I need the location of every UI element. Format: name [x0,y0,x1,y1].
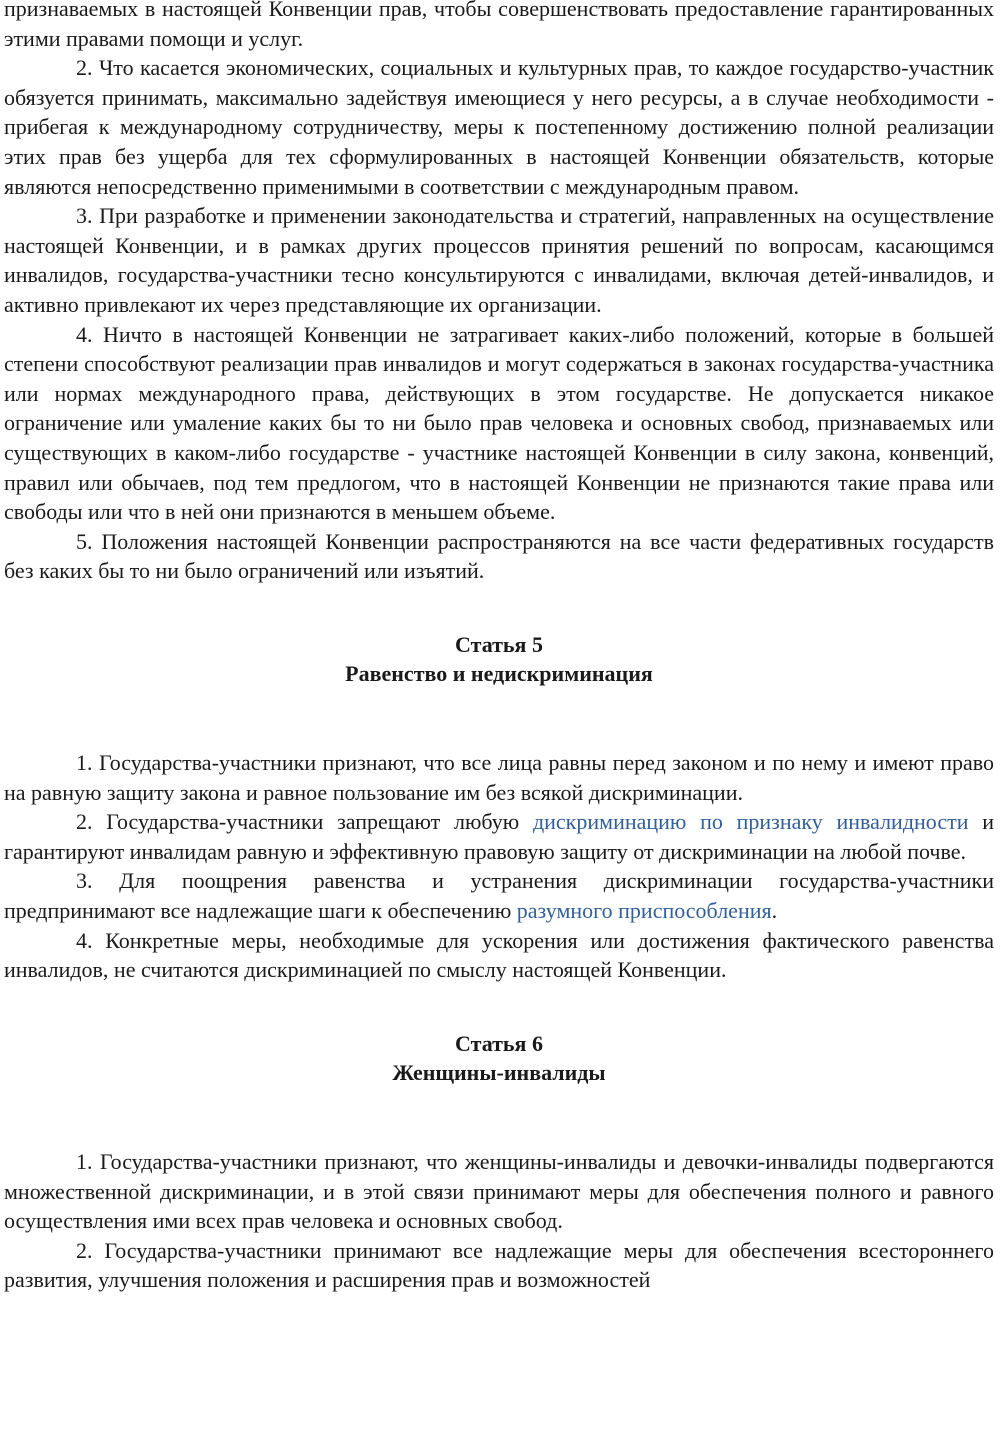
spacer [4,985,994,1029]
article5-paragraph-2 [4,807,994,866]
article5-p3-text-after: . [771,898,778,924]
spacer [4,586,994,630]
article6-number: Статья 6 [455,1030,543,1056]
article4-paragraph-4: 4. Ничто в настоящей Конвенции не затрагивает каких-либо положений, которые в большей степени способствуют реализации прав инвалидов и могут содержаться в законах государства-участника или нормах международного права, действующих в этом государстве. Не допускается никакое ограничение или умаление каких бы то ни было прав человека и основных свобод, признаваемых или существующих в каком-либо государстве - участнике настоящей Конвенции в силу закона, конвенций, правил или обычаев, под тем предлогом, что в настоящей Конвенции не признаются такие права или свободы или что в ней они признаются в меньшем объеме. [4,321,994,525]
reasonable-accommodation-link[interactable]: разумного приспособления [516,898,772,924]
article5-title: Равенство и недискриминация [345,661,653,687]
article6-paragraph-1: 1. Государства-участники признают, что женщины-инвалиды и девочки-инвалиды подвергаются множественной дискриминации, и в этой связи принимают меры для обеспечения полного и равного осуществления ими всех прав человека и основных свобод. [4,1149,994,1234]
article5-p3-text-before: 3. Для поощрения равенства и устранения дискриминации государства-участники предпринимают все надлежащие шаги к обеспечению [4,868,994,924]
article4-paragraph-1-continued: признаваемых в настоящей Конвенции прав, чтобы совершенствовать предоставление гарантированных этими правами помощи и услуг. [4,0,994,51]
article6-title: Женщины-инвалиды [392,1060,606,1086]
article6-paragraph-2: 2. Государства-участники принимают все надлежащие меры для обеспечения всестороннего развития, улучшения положения и расширения прав и возможностей [4,1237,994,1293]
article4-paragraph-3: 3. При разработке и применении законодательства и стратегий, направленных на осуществление настоящей Конвенции, и в рамках других процессов принятия решений по вопросам, касающимся инвалидов, государства-участники тесно консультируются с инвалидами, включая детей-инвалидов, и активно привлекают их через представляющие их организации. [4,203,994,317]
spacer [4,1088,994,1147]
article5-heading [4,630,994,689]
article5-paragraph-3 [4,866,994,925]
discrimination-disability-link[interactable]: дискриминацию по признаку инвалидности [532,809,969,835]
article4-paragraph-5: 5. Положения настоящей Конвенции распространяются на все части федеративных государств без каких бы то ни было ограничений или изъятий. [4,528,994,584]
article5-p2-text-after: и гарантируют инвалидам равную и эффективную правовую защиту от дискриминации на любой почве. [4,809,994,864]
document-page [4,0,994,1295]
article5-number: Статья 5 [455,631,543,657]
article5-p2-text-before: 2. Государства-участники запрещают любую [76,809,533,835]
article4-paragraph-2: 2. Что касается экономических, социальных и культурных прав, то каждое государство-участник обязуется принимать, максимально задействуя имеющиеся у него ресурсы, а в случае необходимости - прибегая к международному сотрудничеству, меры к постепенному достижению полной реализации этих прав без ущерба для тех сформулированных в настоящей Конвенции обязательств, которые являются непосредственно применимыми в соответствии с международным правом. [4,55,994,199]
article6-heading [4,1029,994,1088]
article5-paragraph-4: 4. Конкретные меры, необходимые для ускорения или достижения фактического равенства инвалидов, не считаются дискриминацией по смыслу настоящей Конвенции. [4,927,994,983]
article5-paragraph-1: 1. Государства-участники признают, что все лица равны перед законом и по нему и имеют право на равную защиту закона и равное пользование им без всякой дискриминации. [4,750,994,805]
spacer [4,689,994,748]
